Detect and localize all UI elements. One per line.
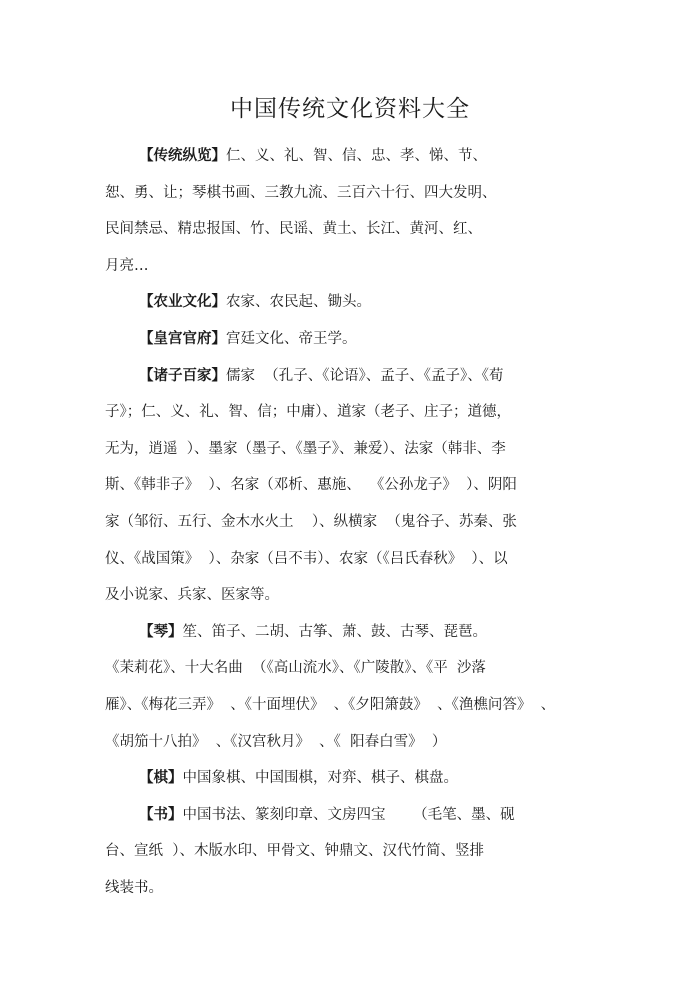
paragraph-line bbox=[105, 577, 605, 614]
line-text: 农家、农民起、锄头。 bbox=[226, 294, 371, 311]
line-text: 及小说家、兵家、医家等。 bbox=[105, 587, 279, 604]
paragraph bbox=[105, 797, 605, 907]
line-text: 台、宣纸 ）、木版水印、甲骨文、钟鼎文、汉代竹简、竖排 bbox=[105, 843, 484, 860]
document-title: 中国传统文化资料大全 bbox=[230, 96, 470, 122]
paragraph-line bbox=[105, 614, 605, 651]
paragraph-line bbox=[105, 797, 605, 834]
section-heading: 【棋】 bbox=[139, 769, 183, 787]
paragraph bbox=[105, 614, 605, 760]
line-text: 宫廷文化、帝王学。 bbox=[226, 330, 357, 347]
paragraph-line bbox=[105, 541, 605, 578]
line-text: 中国书法、篆刻印章、文房四宝 （毛笔、墨、砚 bbox=[182, 806, 515, 823]
line-text: 恕、勇、让；琴棋书画、三教九流、三百六十行、四大发明、 bbox=[105, 184, 497, 201]
paragraph bbox=[105, 284, 605, 321]
paragraph-line bbox=[105, 504, 605, 541]
paragraph-line bbox=[105, 687, 605, 724]
section-heading: 【书】 bbox=[139, 805, 183, 823]
line-text: 笙、笛子、二胡、古筝、萧、鼓、古琴、琵琶。 bbox=[182, 623, 487, 640]
paragraph bbox=[105, 138, 605, 284]
line-text: 家（邹衍、五行、金木水火土 ）、纵横家 （鬼谷子、苏秦、张 bbox=[105, 513, 517, 530]
paragraph-line bbox=[105, 321, 605, 358]
paragraph-line bbox=[105, 175, 605, 212]
line-text: 儒家 （孔子、《论语》、孟子、《孟子》、《荀 bbox=[226, 367, 504, 384]
line-text: 中国象棋、中国围棋，对弈、棋子、棋盘。 bbox=[182, 770, 458, 787]
paragraph-line bbox=[105, 467, 605, 504]
paragraph-line bbox=[105, 870, 605, 907]
line-text: 月亮… bbox=[105, 257, 149, 274]
line-text: 子》；仁、义、礼、智、信；中庸）、道家（老子、庄子；道德， bbox=[105, 404, 511, 421]
line-text: 仁、义、礼、智、信、忠、孝、悌、节、 bbox=[226, 148, 487, 164]
paragraph-line bbox=[105, 760, 605, 797]
line-text: 《胡笳十八拍》 、《汉宫秋月》 、《 阳春白雪》 ） bbox=[105, 733, 447, 750]
paragraph bbox=[105, 760, 605, 797]
section-heading: 【传统纵览】 bbox=[139, 147, 226, 164]
section-heading: 【农业文化】 bbox=[139, 293, 226, 311]
paragraph bbox=[105, 321, 605, 358]
line-text: 《茉莉花》、十大名曲 （《高山流水》、《广陵散》、《平 沙落 bbox=[105, 660, 486, 677]
line-text: 仪、《战国策》 ）、杂家（吕不韦）、农家（《吕氏春秋》 ）、以 bbox=[105, 550, 508, 567]
section-heading: 【皇宫官府】 bbox=[139, 329, 226, 347]
paragraph-line bbox=[105, 724, 605, 761]
paragraph-line bbox=[105, 358, 605, 395]
paragraph-line bbox=[105, 211, 605, 248]
paragraph-line bbox=[105, 833, 605, 870]
line-text: 雁》、《梅花三弄》 、《十面埋伏》 、《夕阳箫鼓》 、《渔樵问答》 、 bbox=[105, 696, 556, 713]
paragraph-line bbox=[105, 284, 605, 321]
paragraph-line bbox=[105, 394, 605, 431]
line-text: 线装书。 bbox=[105, 879, 163, 896]
section-heading: 【琴】 bbox=[139, 622, 183, 640]
line-text: 民间禁忌、精忠报国、竹、民谣、黄土、长江、黄河、红、 bbox=[105, 221, 482, 238]
line-text: 斯、《韩非子》 ）、名家（邓析、惠施、 《公孙龙子》 ）、阴阳 bbox=[105, 477, 517, 494]
paragraph-line bbox=[105, 248, 605, 285]
paragraph-line bbox=[105, 138, 605, 175]
document-body bbox=[105, 138, 605, 906]
paragraph-line bbox=[105, 650, 605, 687]
line-text: 无为，逍遥 ）、墨家（墨子、《墨子》、兼爱）、法家（韩非、李 bbox=[105, 440, 506, 457]
paragraph-line bbox=[105, 431, 605, 468]
section-heading: 【诸子百家】 bbox=[139, 366, 226, 384]
paragraph bbox=[105, 358, 605, 614]
